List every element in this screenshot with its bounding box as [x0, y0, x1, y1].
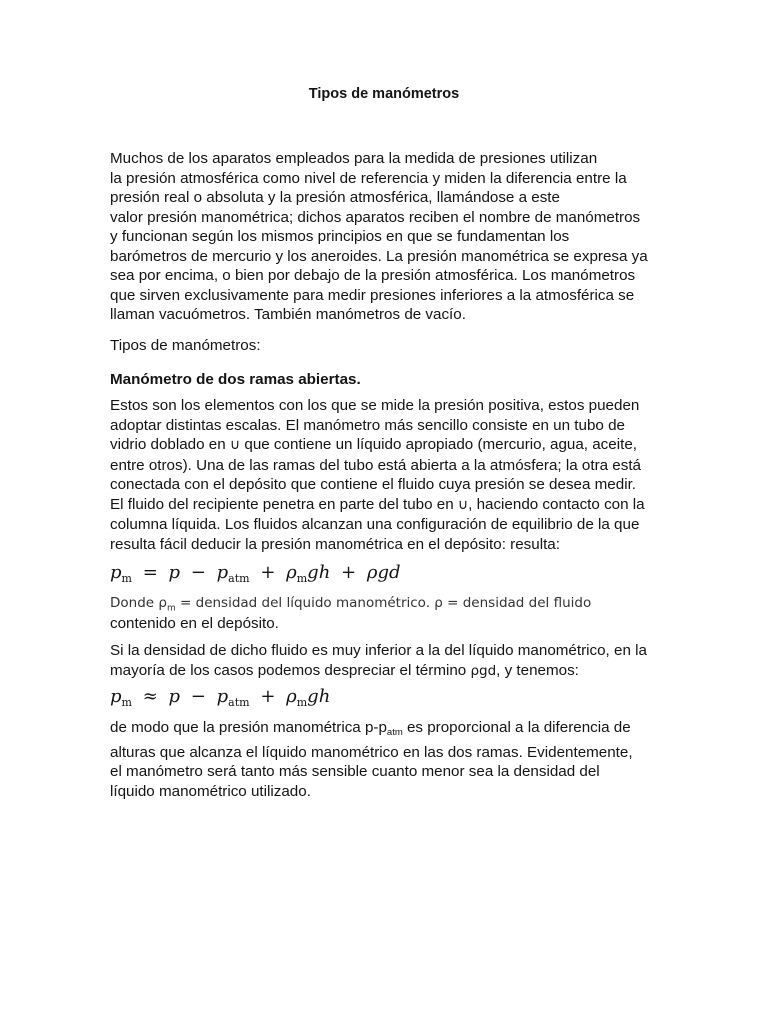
intro-line: presión real o absoluta y la presión atmosférica, llamándose a este [110, 189, 560, 206]
paragraph-text: de modo que la presión manométrica p-p [110, 719, 387, 736]
paragraph-line: alturas que alcanza el líquido manométrico en las dos ramas. Evidentemente, [110, 743, 633, 761]
formula-operator: + [260, 686, 276, 707]
formula-symbol: gh [307, 686, 331, 707]
intro-line: sea por encima, o bien por debajo de la presión atmosférica. Los manómetros [110, 267, 636, 284]
types-label-block [110, 336, 670, 356]
section-line-text: El fluido del recipiente penetra en parte del tubo en [110, 495, 458, 513]
formula-pressure-approx [110, 686, 330, 707]
rho-g-d-term: ρgd [470, 662, 497, 679]
paragraph-line: líquido manométrico utilizado. [110, 782, 311, 800]
section-line [110, 495, 670, 516]
density-note [110, 595, 591, 614]
intro-line: y funcionan según los mismos principios en que se fundamentan los [110, 228, 570, 245]
note-continuation: contenido en el depósito. [110, 615, 279, 632]
section-line: entre otros). Una de las ramas del tubo está abierta a la atmósfera; la otra está [110, 456, 641, 474]
formula-subscript: atm [228, 696, 250, 709]
paragraph-line [110, 661, 670, 682]
note-text: = densidad del líquido manométrico. ρ = densidad del fluido [175, 595, 592, 611]
formula-symbol: p [216, 686, 229, 707]
intro-line: que sirven exclusivamente para medir presiones inferiores a la atmosférica se [110, 286, 635, 304]
formula-operator: − [190, 562, 206, 583]
formula-subscript: m [296, 696, 308, 709]
intro-line: la presión atmosférica como nivel de referencia y miden la diferencia entre la [110, 169, 627, 187]
paragraph-text: mayoría de los casos podemos despreciar el término [110, 661, 471, 679]
paragraph-text: , y tenemos: [496, 661, 579, 679]
section-heading-block [110, 370, 670, 390]
formula-symbol: ρ [286, 562, 297, 583]
intro-line: barómetros de mercurio y los aneroides. La presión manométrica se expresa ya [110, 247, 648, 265]
intro-paragraph [110, 149, 670, 325]
formula-symbol: ρ [286, 686, 297, 707]
atm-subscript: atm [386, 727, 403, 738]
section-line-text: vidrio doblado en [110, 436, 230, 453]
paragraph-line: el manómetro será tanto más sensible cuanto menor sea la densidad del [110, 763, 600, 780]
section-line: resulta fácil deducir la presión manométrica en el depósito: resulta: [110, 535, 560, 553]
note-subscript: m [166, 603, 176, 614]
section-line: Estos son los elementos con los que se mide la presión positiva, estos pueden [110, 397, 640, 414]
formula-operator: ≈ [142, 686, 158, 707]
note-continuation-block [110, 614, 670, 634]
note-text: Donde ρ [110, 595, 167, 611]
section-paragraph [110, 396, 670, 554]
page-title: Tipos de manómetros [308, 86, 460, 102]
third-paragraph [110, 718, 670, 801]
formula-operator: + [260, 562, 276, 583]
formula-operator: − [190, 686, 206, 707]
formula-symbol: p [216, 562, 229, 583]
section-line-text: , haciendo contacto con la [468, 495, 645, 513]
section-line: columna líquida. Los fluidos alcanzan una configuración de equilibrio de la que [110, 516, 640, 533]
formula-symbol: gd [377, 562, 401, 583]
section-line: adoptar distintas escalas. El manómetro más sencillo consiste en un tubo de [110, 416, 625, 434]
formula-subscript: m [296, 572, 308, 585]
intro-line: valor presión manométrica; dichos aparatos reciben el nombre de manómetros [110, 208, 641, 226]
section-line: conectada con el depósito que contiene el fluido cuya presión se desea medir. [110, 476, 637, 493]
second-paragraph [110, 641, 670, 681]
formula-symbol: ρ [366, 562, 378, 583]
intro-line: Muchos de los aparatos empleados para la medida de presiones utilizan [110, 150, 598, 167]
formula-symbol: p [168, 686, 181, 707]
section-line-text: que contiene un líquido apropiado (mercurio, agua, aceite, [240, 436, 637, 453]
section-line [110, 435, 670, 456]
types-label: Tipos de manómetros: [110, 337, 261, 354]
formula-pressure-full [110, 562, 401, 583]
formula-symbol: p [168, 562, 181, 583]
formula-symbol: p [110, 562, 122, 583]
formula-subscript: atm [228, 572, 250, 585]
formula-subscript: m [121, 572, 132, 585]
paragraph-line: Si la densidad de dicho fluido es muy inferior a la del líquido manométrico, en la [110, 642, 647, 659]
section-heading: Manómetro de dos ramas abiertas. [110, 371, 361, 388]
intro-line: llaman vacuómetros. También manómetros de vacío. [110, 306, 466, 323]
formula-operator: + [341, 562, 357, 583]
u-tube-symbol: ∪ [457, 496, 469, 513]
u-tube-symbol: ∪ [229, 437, 241, 453]
formula-subscript: m [121, 696, 132, 709]
formula-operator: = [142, 562, 158, 583]
formula-symbol: p [110, 686, 122, 707]
formula-symbol: gh [307, 562, 331, 583]
paragraph-line [110, 718, 670, 743]
paragraph-text: es proporcional a la diferencia de [402, 719, 631, 736]
